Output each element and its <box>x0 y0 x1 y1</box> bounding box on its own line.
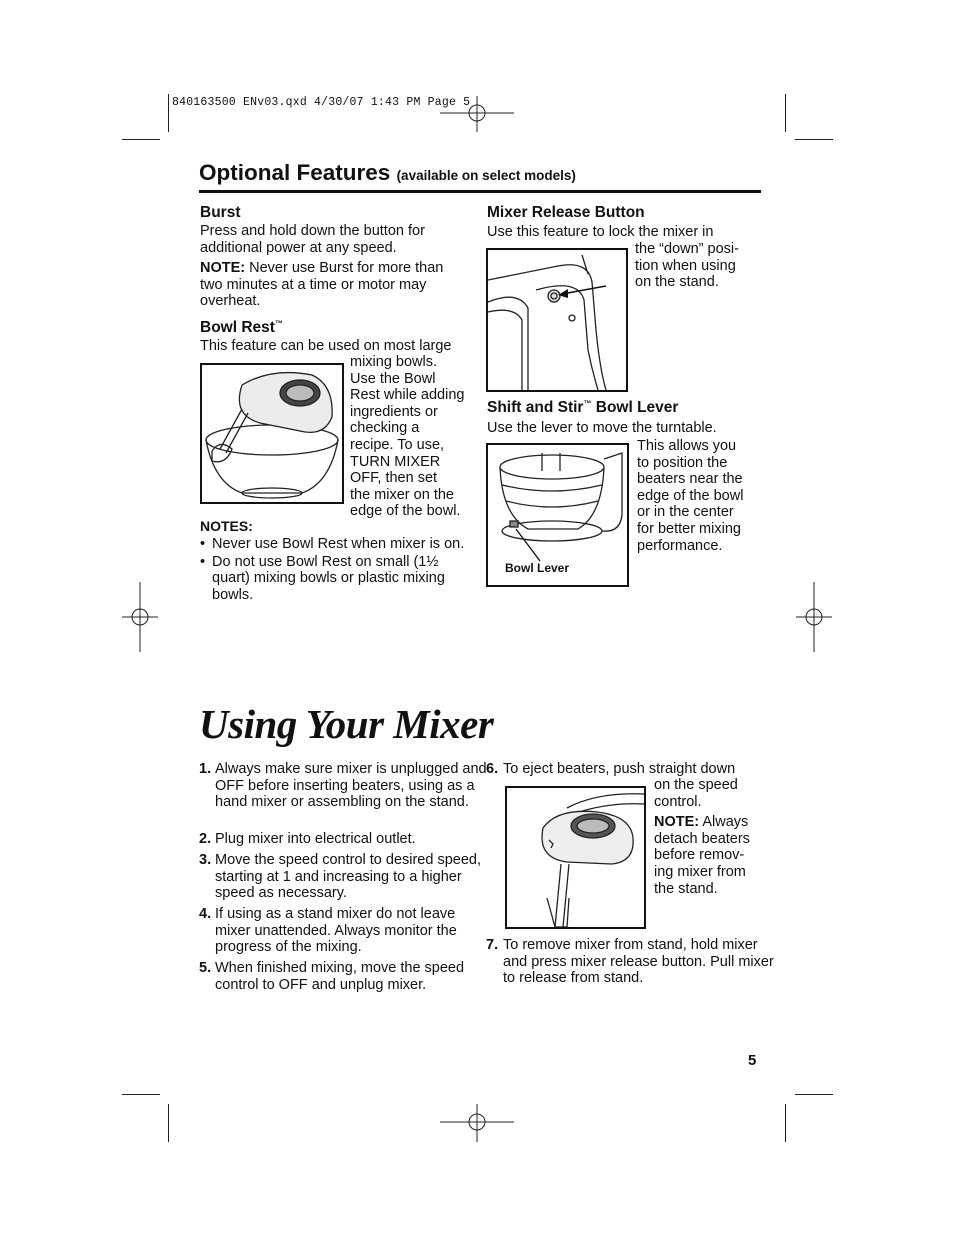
shift-line: This allows you <box>637 438 737 454</box>
section-subtitle: (available on select models) <box>396 168 576 183</box>
shift-heading-b: Bowl Lever <box>591 399 679 417</box>
bowl-rest-line: ingredients or <box>350 403 438 420</box>
step-item <box>199 761 487 811</box>
step6-note-label: NOTE: <box>654 814 700 831</box>
bowl-rest-line: Rest while adding <box>350 387 465 404</box>
step6-line: before remov- <box>654 847 745 864</box>
step-item <box>486 761 775 778</box>
bowl-rest-line: checking a <box>350 420 420 437</box>
shift-line: or in the center <box>637 504 734 521</box>
shift-side-text <box>637 438 757 554</box>
step6-line: the stand. <box>654 880 718 897</box>
step-text: To remove mixer from stand, hold mixer and press mixer release button. Pull mixer to release from stand. <box>503 937 774 987</box>
burst-note <box>200 260 462 310</box>
printer-slug: 840163500 ENv03.qxd 4/30/07 1:43 PM Page 5 <box>172 96 471 109</box>
step-item <box>486 937 775 987</box>
bowl-rest-heading-text: Bowl Rest <box>200 319 275 337</box>
bowl-rest-heading <box>200 319 283 337</box>
step-text: Always make sure mixer is unplugged and OFF before inserting beaters, using as a hand mixer or assembling on the stand. <box>215 761 487 811</box>
notes-list <box>200 536 475 603</box>
release-line: the “down” posi- <box>635 241 739 257</box>
burst-text: Press and hold down the button for additional power at any speed. <box>200 223 425 256</box>
step-text: Move the speed control to desired speed, starting at 1 and increasing to a higher speed as necessary. <box>215 852 481 902</box>
burst-note-text: Never use Burst for more than two minutes at a time or motor may overheat. <box>200 260 444 310</box>
step6-line: control. <box>654 793 702 810</box>
step-text: If using as a stand mixer do not leave mixer unattended. Always monitor the progress of the mixing. <box>215 906 457 956</box>
step-item <box>199 906 487 956</box>
burst-heading: Burst <box>200 204 241 221</box>
release-heading: Mixer Release Button <box>487 204 645 221</box>
release-intro: Use this feature to lock the mixer in <box>487 224 714 240</box>
shift-line: performance. <box>637 537 723 554</box>
shift-line: beaters near the <box>637 471 743 488</box>
bowl-rest-line: TURN MIXER <box>350 453 441 470</box>
step-number: 2. <box>199 831 212 847</box>
shift-line: to position the <box>637 454 728 471</box>
step6-line: detach beaters <box>654 830 750 847</box>
note-item: • Never use Bowl Rest when mixer is on. <box>200 536 475 553</box>
step6-note <box>654 814 758 831</box>
shift-intro: Use the lever to move the turntable. <box>487 420 717 436</box>
using-title: Using Your Mixer <box>199 701 494 747</box>
bowl-rest-line: OFF, then set <box>350 470 438 487</box>
section-rule <box>199 190 761 193</box>
shift-line: edge of the bowl <box>637 487 744 504</box>
bowl-rest-side-text <box>350 354 475 520</box>
page-number: 5 <box>748 1052 757 1069</box>
step-text: Plug mixer into electrical outlet. <box>215 831 416 847</box>
burst-note-label: NOTE: <box>200 260 246 276</box>
step-number: 4. <box>199 906 212 922</box>
step6-line: on the speed <box>654 777 738 793</box>
section-title <box>199 160 576 186</box>
section-title-text: Optional Features <box>199 160 391 185</box>
step-text: To eject beaters, push straight down <box>503 761 736 777</box>
bowl-rest-line: the mixer on the <box>350 486 454 503</box>
step-item <box>199 852 487 902</box>
bowl-rest-line: Use the Bowl <box>350 370 436 387</box>
shift-heading <box>487 399 678 417</box>
step-item <box>199 831 487 848</box>
bowl-rest-line: mixing bowls. <box>350 354 438 370</box>
bowl-rest-illustration <box>200 363 344 504</box>
bowl-rest-line: edge of the bowl. <box>350 503 461 520</box>
shift-heading-a: Shift and Stir <box>487 399 584 417</box>
eject-beaters-illustration <box>505 786 646 929</box>
step-text: When finished mixing, move the speed control to OFF and unplug mixer. <box>215 960 465 993</box>
shift-line: for better mixing <box>637 520 741 537</box>
step-item <box>199 960 487 993</box>
step6-side-text <box>654 777 758 897</box>
trademark-mark: ™ <box>583 399 592 408</box>
step6-note-text: Always <box>699 814 749 831</box>
release-side-text <box>635 241 757 291</box>
release-line: on the stand. <box>635 274 719 291</box>
notes-heading: NOTES: <box>200 518 253 534</box>
step-number: 3. <box>199 852 212 868</box>
release-line: tion when using <box>635 257 736 274</box>
step-number: 6. <box>486 761 499 777</box>
bowl-lever-label: Bowl Lever <box>505 561 570 575</box>
trademark-mark: ™ <box>274 319 283 328</box>
step-number: 5. <box>199 960 212 976</box>
note-item: • Do not use Bowl Rest on small (1½ quart) mixing bowls or plastic mixing bowls. <box>200 554 475 604</box>
release-illustration <box>486 248 628 392</box>
bowl-rest-intro: This feature can be used on most large <box>200 338 452 354</box>
step6-line: ing mixer from <box>654 863 746 880</box>
step-number: 1. <box>199 761 212 777</box>
bowl-lever-illustration <box>486 443 629 587</box>
bowl-rest-line: recipe. To use, <box>350 436 445 453</box>
step-number: 7. <box>486 937 499 953</box>
